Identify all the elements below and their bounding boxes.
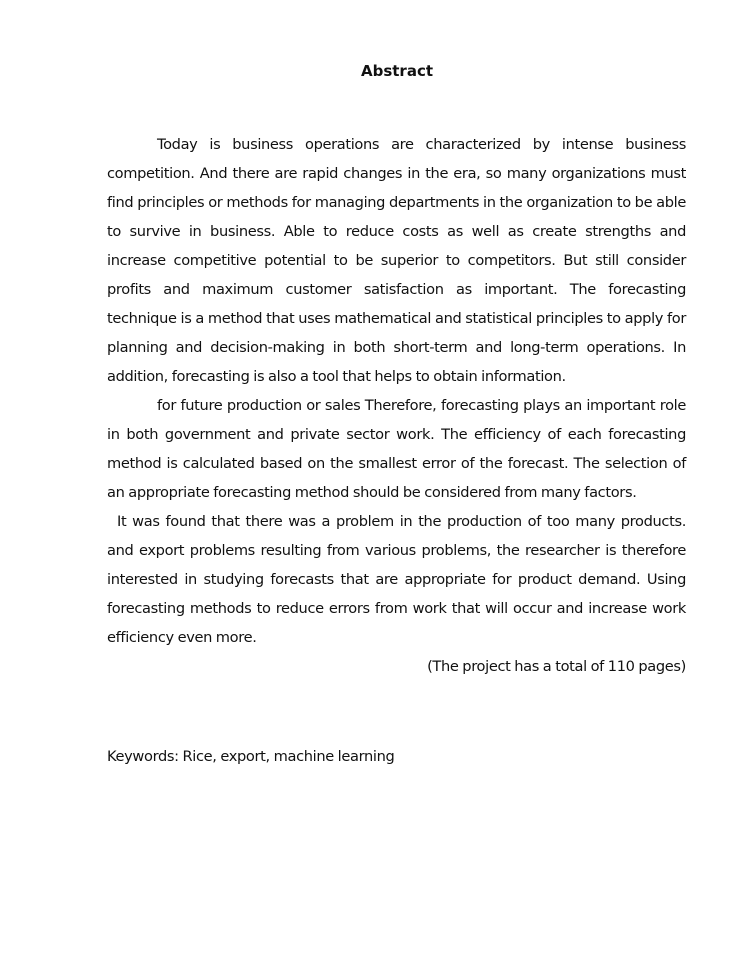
abstract-paragraph-2: for future production or sales Therefore, forecasting plays an important role in both government and private sector work. The efficiency of each forecasting method is calculated based on the smallest error of the forecast. The selection of an appropriate forecasting method should be considered from many factors. bbox=[107, 397, 686, 501]
abstract-body bbox=[107, 130, 686, 681]
abstract-paragraph-1: Today is business operations are characterized by intense business competition. And there are rapid changes in the era, so many organizations must find principles or methods for managing departments in the organization to be able to survive in business. Able to reduce costs as well as create strengths and increase competitive potential to be superior to competitors. But still consider profits and maximum customer satisfaction as important. The forecasting technique is a method that uses mathematical and statistical principles to apply for planning and decision-making in both short-term and long-term operations. In addition, forecasting is also a tool that helps to obtain information. bbox=[107, 136, 686, 385]
keywords-line: Keywords: Rice, export, machine learning bbox=[107, 748, 395, 765]
abstract-paragraph-3: It was found that there was a problem in the production of too many products. and export problems resulting from various problems, the researcher is therefore interested in studying forecasts that are appropriate for product demand. Using forecasting methods to reduce errors from work that will occur and increase work efficiency even more. bbox=[107, 513, 686, 646]
page-count-note: (The project has a total of 110 pages) bbox=[427, 658, 686, 675]
abstract-title: Abstract bbox=[360, 62, 434, 80]
